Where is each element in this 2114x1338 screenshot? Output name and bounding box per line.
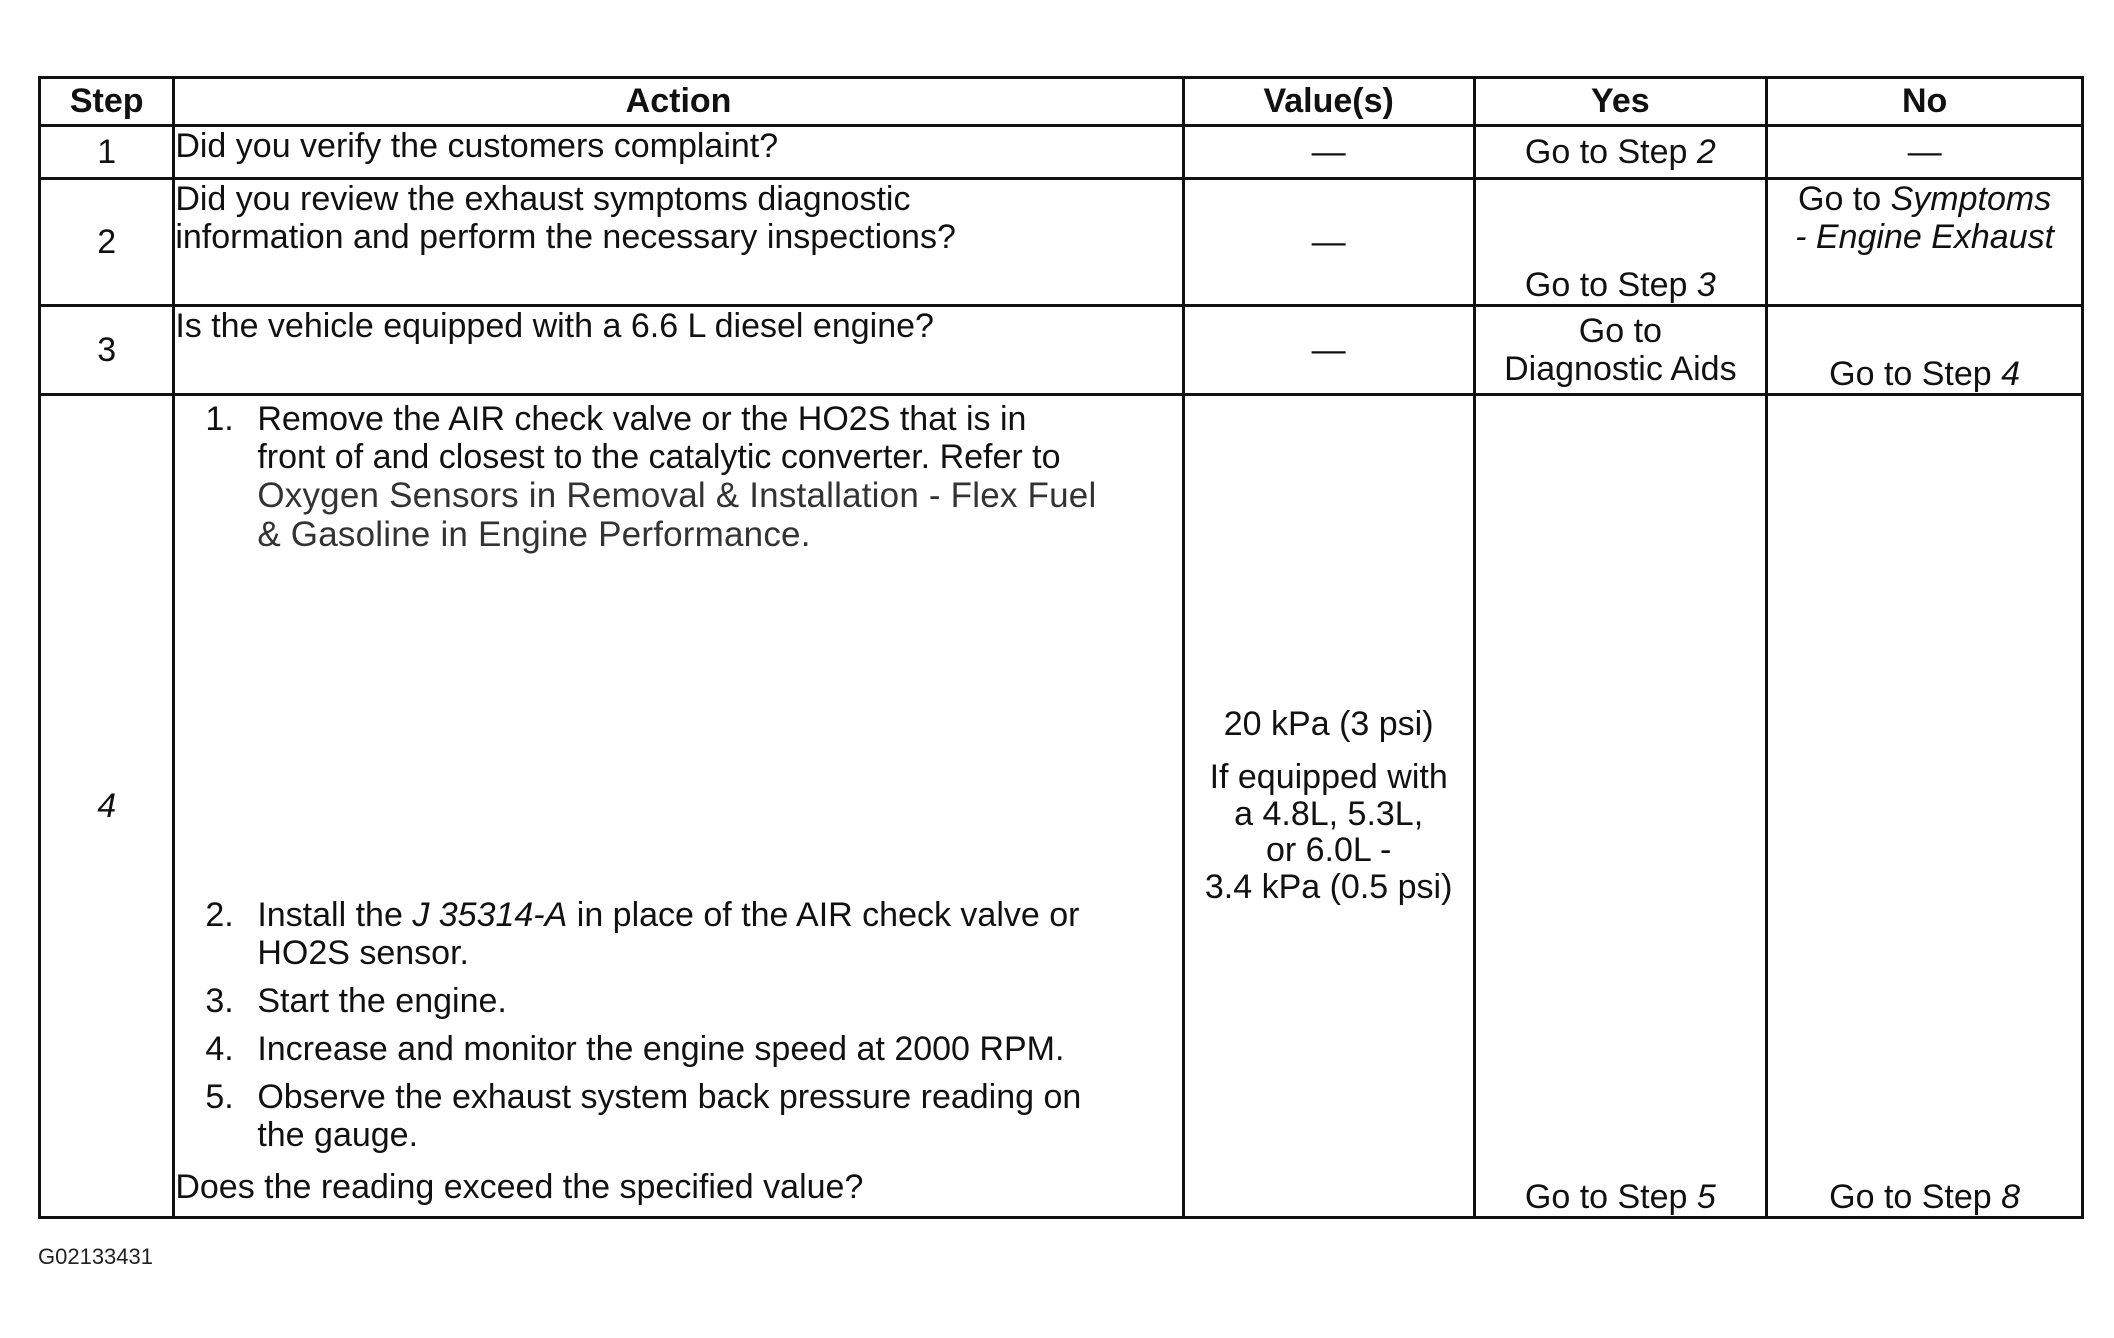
item-text-line: the gauge. xyxy=(257,1116,419,1155)
action-text: Did you verify the customers complaint? xyxy=(175,127,779,165)
step4-question: Does the reading exceed the specified value? xyxy=(175,1167,864,1206)
instruction-list xyxy=(205,400,1181,555)
list-item xyxy=(205,982,1181,1020)
action-text-line: Did you review the exhaust symptoms diagnostic xyxy=(175,180,911,218)
header-row xyxy=(40,78,2083,126)
step4-action-content xyxy=(175,396,1181,1208)
item-text xyxy=(257,896,1181,972)
list-item xyxy=(205,896,1181,972)
no-step-ref: 4 xyxy=(2001,354,2021,393)
value-cell: — xyxy=(1183,179,1474,306)
diagnostic-table xyxy=(38,76,2084,1219)
item-text xyxy=(257,1078,1181,1154)
item-number: 5. xyxy=(205,1078,234,1117)
action-cell xyxy=(174,395,1183,1218)
item-text xyxy=(257,400,1181,555)
item-number: 2. xyxy=(205,896,234,934)
value-line: 3.4 kPa (0.5 psi) xyxy=(1204,868,1453,907)
value-line: a 4.8L, 5.3L, xyxy=(1234,794,1424,833)
reference-link-text: & Gasoline in Engine Performance. xyxy=(257,515,811,555)
yes-cell xyxy=(1474,306,1767,395)
item-text-line: Remove the AIR check valve or the HO2S that is in xyxy=(257,400,1027,438)
no-cell xyxy=(1767,179,2083,306)
no-text: Go to Step xyxy=(1829,354,2002,393)
no-ref-engine-exhaust: - Engine Exhaust xyxy=(1795,218,2055,257)
header-yes: Yes xyxy=(1474,78,1767,126)
table-row xyxy=(40,179,2083,306)
no-cell: — xyxy=(1767,126,2083,179)
action-cell xyxy=(174,306,1183,395)
step-number: 3 xyxy=(40,306,174,395)
action-cell xyxy=(174,179,1183,306)
value-line: 20 kPa (3 psi) xyxy=(1223,705,1434,744)
no-text: Go to xyxy=(1798,180,1891,218)
item-number: 4. xyxy=(205,1030,234,1069)
yes-step-ref: 2 xyxy=(1696,132,1716,171)
value-cell: — xyxy=(1183,306,1474,395)
value-line: or 6.0L - xyxy=(1265,831,1392,870)
table-row xyxy=(40,126,2083,179)
header-step: Step xyxy=(40,78,174,126)
instruction-list xyxy=(205,896,1181,1164)
table-row xyxy=(40,395,2083,1218)
yes-text-line: Diagnostic Aids xyxy=(1504,350,1737,388)
item-text-line: front of and closest to the catalytic converter. Refer to xyxy=(257,438,1061,477)
yes-text: Go to Step xyxy=(1524,1177,1697,1216)
yes-cell xyxy=(1474,179,1767,306)
yes-step-ref: 3 xyxy=(1696,265,1716,304)
table-row xyxy=(40,306,2083,395)
header-no: No xyxy=(1767,78,2083,126)
header-action: Action xyxy=(174,78,1183,126)
step-number: 1 xyxy=(40,126,174,179)
value-specification xyxy=(1185,706,1473,906)
item-text: Increase and monitor the engine speed at 2000 RPM. xyxy=(257,1030,1065,1069)
item-text-part: in place of the AIR check valve or xyxy=(567,896,1080,934)
no-text: Go to Step xyxy=(1829,1177,2002,1216)
list-item xyxy=(205,400,1181,555)
item-text-part: Install the xyxy=(257,896,413,934)
item-text-line: Observe the exhaust system back pressure reading on xyxy=(257,1078,1082,1117)
item-number: 1. xyxy=(205,400,234,438)
header-values: Value(s) xyxy=(1183,78,1474,126)
action-text-line: information and perform the necessary inspections? xyxy=(175,218,956,257)
value-cell xyxy=(1183,395,1474,1218)
action-text: Is the vehicle equipped with a 6.6 L diesel engine? xyxy=(175,307,934,345)
list-item xyxy=(205,1078,1181,1154)
yes-text: Go to Step xyxy=(1524,265,1697,304)
no-cell xyxy=(1767,306,2083,395)
action-cell xyxy=(174,126,1183,179)
no-cell xyxy=(1767,395,2083,1218)
yes-text: Go to Step xyxy=(1524,132,1697,171)
value-cell: — xyxy=(1183,126,1474,179)
item-text-line: HO2S sensor. xyxy=(257,934,469,973)
step-number: 4 xyxy=(40,395,174,1218)
step-number: 2 xyxy=(40,179,174,306)
item-number: 3. xyxy=(205,982,234,1021)
yes-cell xyxy=(1474,395,1767,1218)
yes-step-ref: 5 xyxy=(1696,1177,1716,1216)
value-line: If equipped with xyxy=(1209,757,1448,796)
reference-link-text: Oxygen Sensors in Removal & Installation - Flex Fuel xyxy=(257,476,1097,516)
figure-id: G02133431 xyxy=(38,1244,153,1269)
yes-cell xyxy=(1474,126,1767,179)
list-item xyxy=(205,1030,1181,1068)
yes-text-line: Go to xyxy=(1578,311,1662,350)
tool-ref: J 35314-A xyxy=(412,896,568,934)
item-text: Start the engine. xyxy=(257,982,507,1021)
no-ref-symptoms: Symptoms xyxy=(1890,180,2052,218)
no-step-ref: 8 xyxy=(2001,1177,2021,1216)
